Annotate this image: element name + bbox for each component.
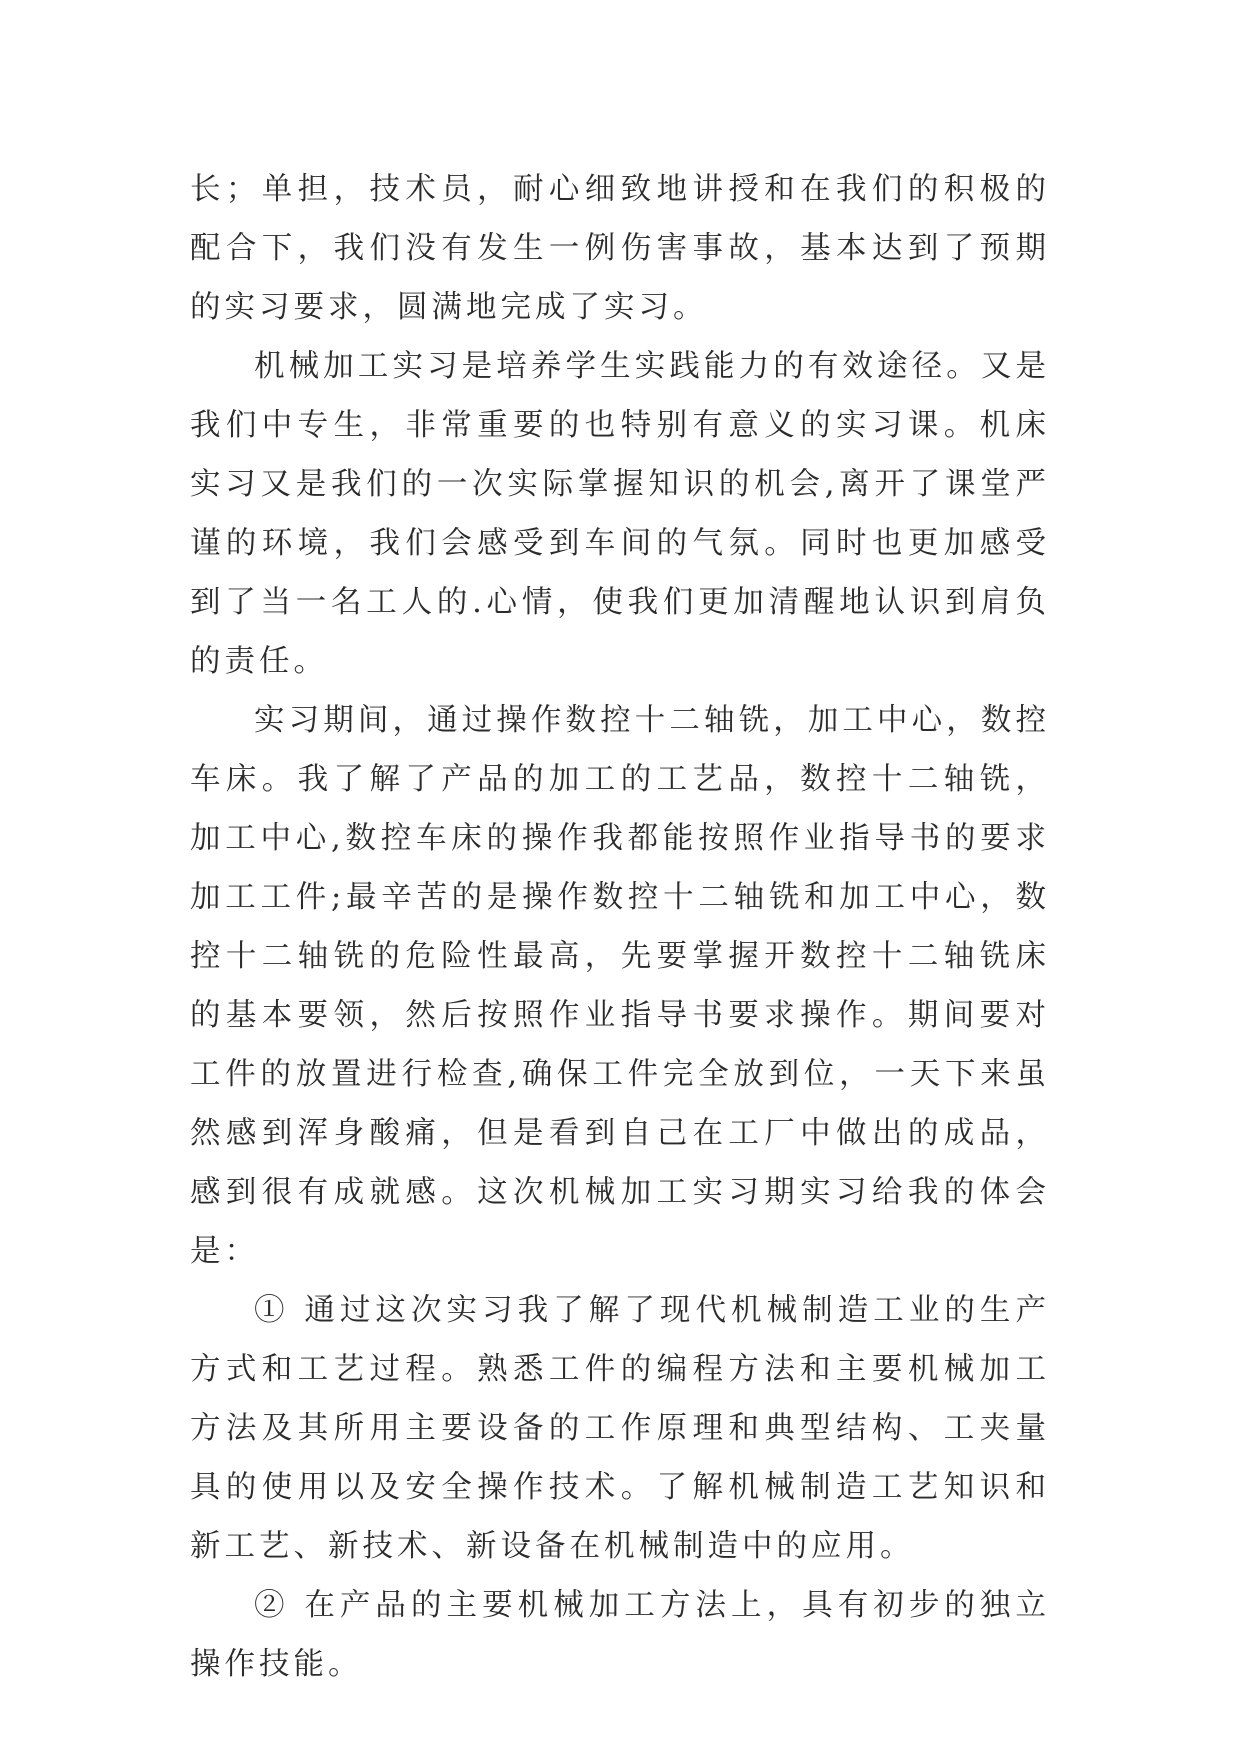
document-body	[190, 160, 1050, 1694]
paragraph-point-2: ② 在产品的主要机械加工方法上，具有初步的独立操作技能。	[190, 1588, 1050, 1682]
paragraph-point-1: ① 通过这次实习我了解了现代机械制造工业的生产方式和工艺过程。熟悉工件的编程方法和主要机械加工方法及其所用主要设备的工作原理和典型结构、工夹量具的使用以及安全操作技术。了解机械制造工艺知识和新工艺、新技术、新设备在机械制造中的应用。	[190, 1293, 1050, 1564]
paragraph-internship-period: 实习期间，通过操作数控十二轴铣，加工中心，数控车床。我了解了产品的加工的工艺品，数控十二轴铣，加工中心,数控车床的操作我都能按照作业指导书的要求加工工件;最辛苦的是操作数控十二轴铣和加工中心，数控十二轴铣的危险性最高，先要掌握开数控十二轴铣床的基本要领，然后按照作业指导书要求操作。期间要对工件的放置进行检查,确保工件完全放到位，一天下来虽然感到浑身酸痛，但是看到自己在工厂中做出的成品，感到很有成就感。这次机械加工实习期实习给我的体会是：	[190, 703, 1050, 1269]
paragraph-machining-internship: 机械加工实习是培养学生实践能力的有效途径。又是我们中专生，非常重要的也特别有意义的实习课。机床实习又是我们的一次实际掌握知识的机会,离开了课堂严谨的环境，我们会感受到车间的气氛。同时也更加感受到了当一名工人的.心情，使我们更加清醒地认识到肩负的责任。	[190, 349, 1050, 679]
paragraph-continuation: 长；单担，技术员，耐心细致地讲授和在我们的积极的配合下，我们没有发生一例伤害事故，基本达到了预期的实习要求，圆满地完成了实习。	[190, 172, 1050, 325]
